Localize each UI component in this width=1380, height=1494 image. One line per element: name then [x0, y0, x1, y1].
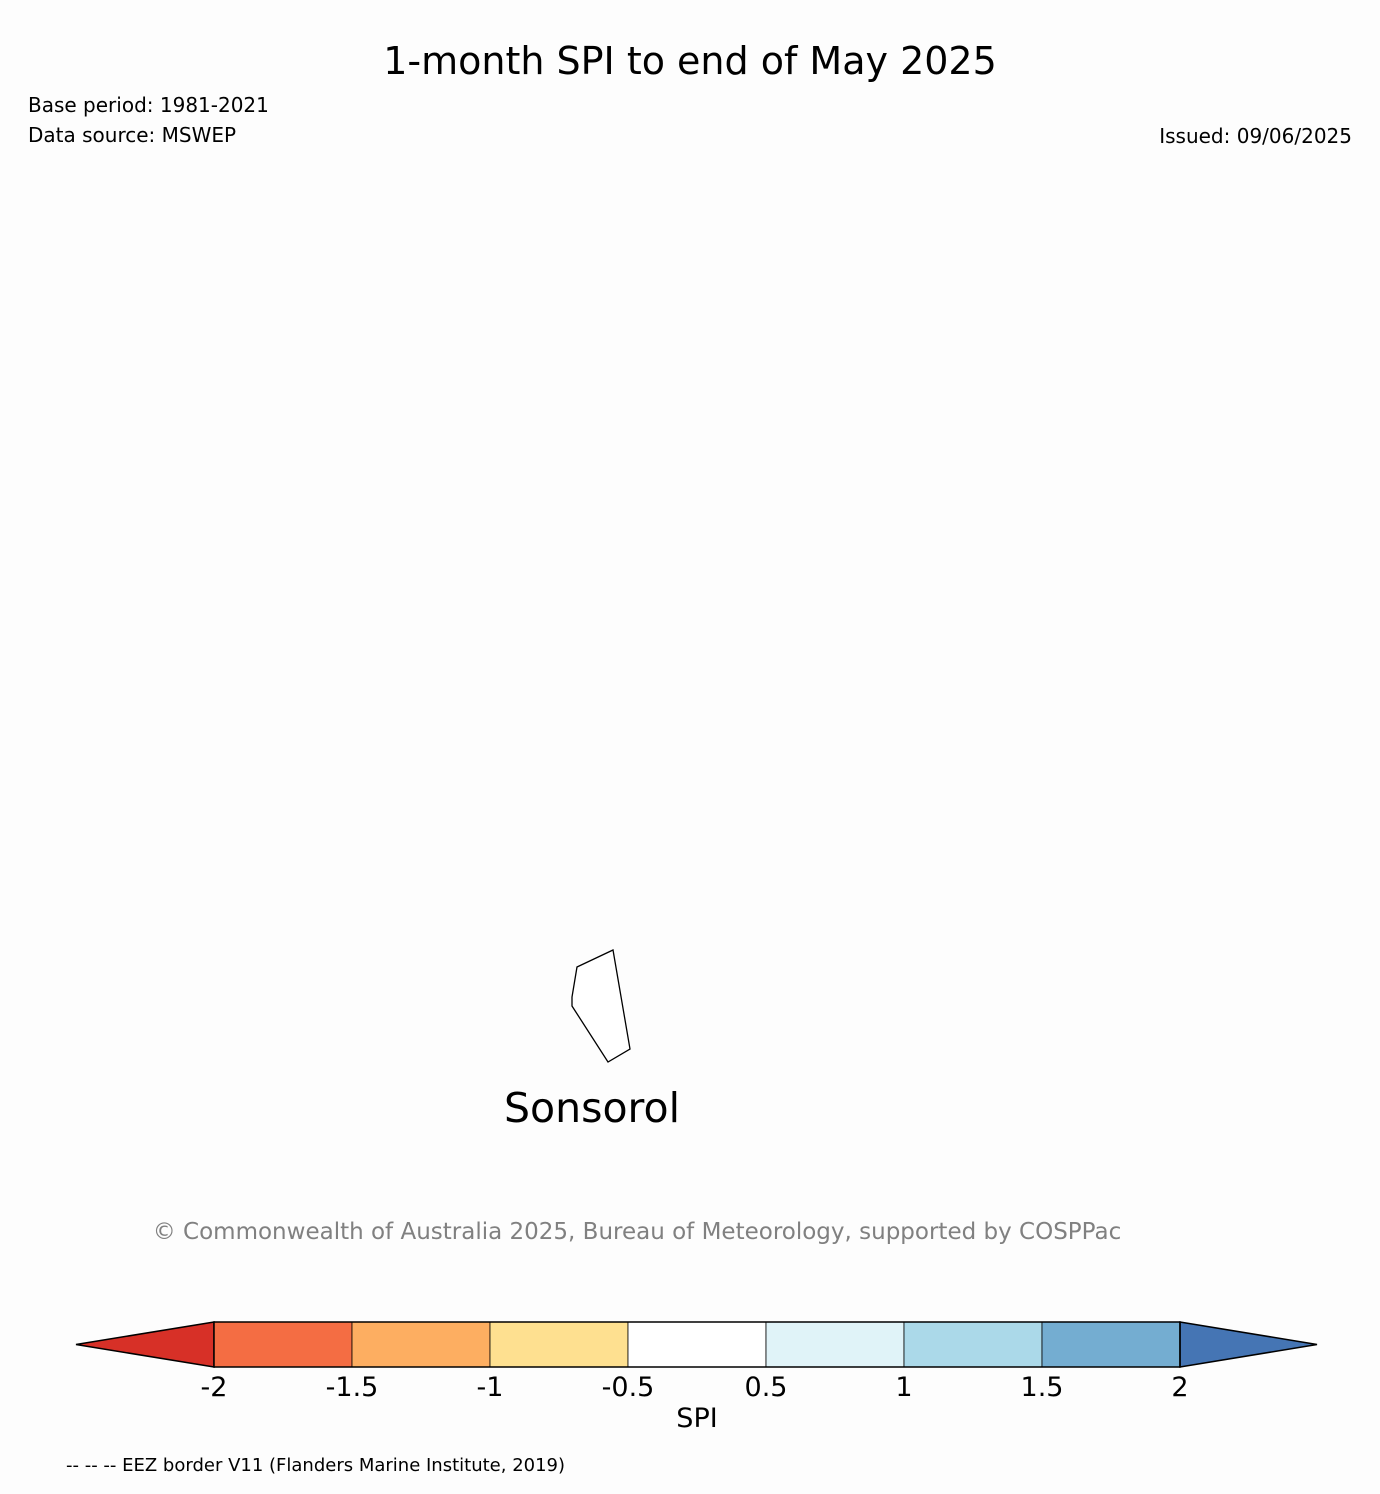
colorbar-tick-label: 0.5	[744, 1372, 788, 1403]
copyright-notice: © Commonwealth of Australia 2025, Bureau of Meteorology, supported by COSPPac	[152, 1219, 1122, 1245]
colorbar-tick-label: 1	[895, 1372, 913, 1403]
colorbar-extend-high	[1180, 1322, 1317, 1367]
colorbar-extend-low	[76, 1322, 214, 1367]
colorbar-bin	[766, 1322, 904, 1367]
colorbar-axis-label: SPI	[676, 1403, 718, 1434]
base-period-text: Base period: 1981-2021	[28, 93, 269, 117]
issued-date-text: Issued: 09/06/2025	[1159, 124, 1352, 148]
data-source-text: Data source: MSWEP	[28, 123, 237, 147]
colorbar-bin	[1042, 1322, 1180, 1367]
colorbar-tick-label: 1.5	[1020, 1372, 1064, 1403]
colorbar-tick-label: -1	[476, 1372, 504, 1403]
colorbar-bin	[352, 1322, 490, 1367]
colorbar-tick-label: -2	[200, 1372, 228, 1403]
colorbar-bin	[904, 1322, 1042, 1367]
colorbar-bin	[490, 1322, 628, 1367]
colorbar-bin	[214, 1322, 352, 1367]
colorbar-tick-label: -1.5	[325, 1372, 379, 1403]
colorbar-tick-label: 2	[1171, 1372, 1189, 1403]
eez-border-footnote: -- -- -- EEZ border V11 (Flanders Marine Institute, 2019)	[66, 1455, 566, 1476]
map-title: 1-month SPI to end of May 2025	[383, 39, 997, 83]
colorbar-tick-label: -0.5	[601, 1372, 655, 1403]
place-label-sonsorol: Sonsorol	[504, 1084, 680, 1132]
colorbar-bin	[628, 1322, 766, 1367]
